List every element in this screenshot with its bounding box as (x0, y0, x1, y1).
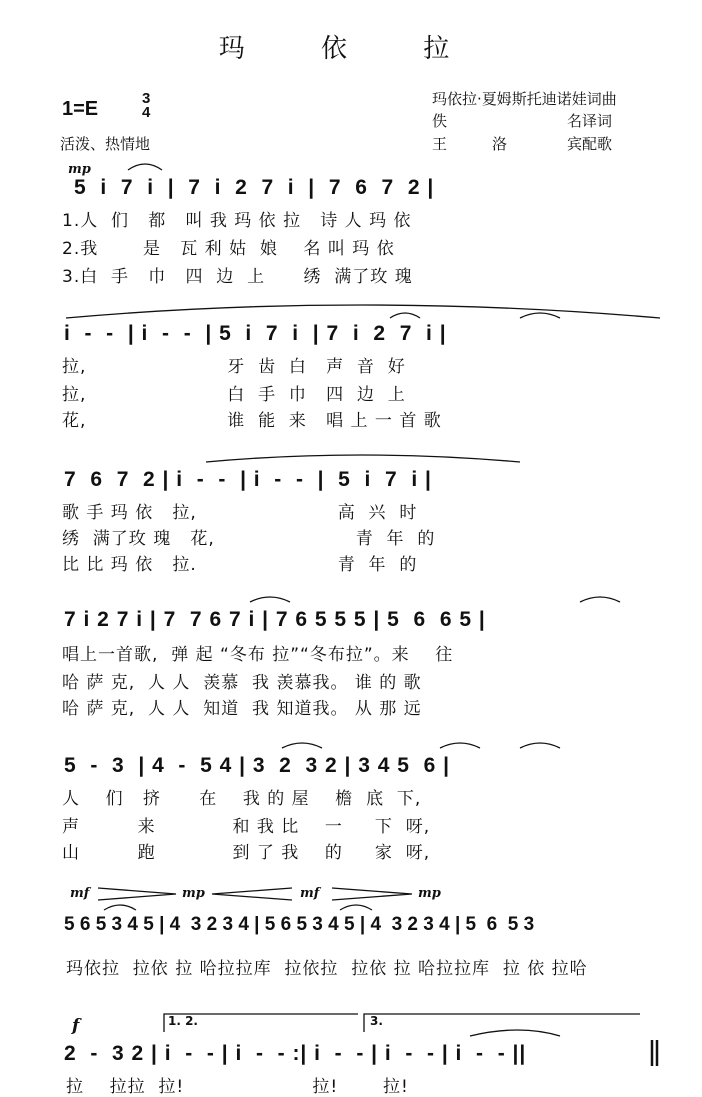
page-title: 玛 依 拉 (218, 34, 484, 64)
credit-line-1: 玛依拉·夏姆斯托迪诺娃词曲 (432, 90, 617, 108)
system-7-lyric-1: 拉 拉拉 拉! 拉! 拉! (66, 1077, 409, 1097)
system-2-lyric-1: 拉, 牙 齿 白 声 音 好 (62, 357, 406, 377)
system-5-lyric-3: 山 跑 到 了 我 的 家 呀, (62, 843, 431, 863)
credit-line-2: 佚 名译词 (432, 112, 613, 130)
system-5-lyric-2: 声 来 和 我 比 一 下 呀, (62, 817, 431, 837)
system-1-lyric-1: 1.人 们 都 叫 我 玛 依 拉 诗 人 玛 依 (62, 211, 412, 231)
system-1-notes: 5 i 7 i | 7 i 2 7 i | 7 6 7 2 | (74, 176, 435, 199)
crescendo-hairpin (212, 888, 292, 900)
system-6-lyric-1: 玛依拉 拉依 拉 哈拉拉库 拉依拉 拉依 拉 哈拉拉库 拉 依 拉哈 (66, 959, 588, 979)
slur (206, 455, 520, 462)
system-3-lyric-2: 绣 满了玫 瑰 花, 青 年 的 (62, 529, 436, 549)
dynamic-mf-2: mf (300, 886, 320, 901)
slur (520, 743, 560, 748)
tempo-marking: 活泼、热情地 (60, 135, 151, 153)
slur (390, 313, 420, 318)
time-bottom: 4 (142, 104, 151, 121)
system-7-notes: 2 - 3 2 | i - - | i - - :| i - - | i - - | i - - || (64, 1042, 527, 1065)
volta-bracket-2 (364, 1014, 640, 1032)
slur (282, 743, 322, 748)
system-2-notes: i - - | i - - | 5 i 7 i | 7 i 2 7 i | (64, 322, 447, 345)
system-3-lyric-3: 比 比 玛 依 拉. 青 年 的 (62, 555, 418, 575)
system-5-notes: 5 - 3 | 4 - 5 4 | 3 2 3 2 | 3 4 5 6 | (64, 754, 451, 777)
time-top: 3 (142, 90, 151, 107)
dynamic-mp-1: mp (68, 162, 91, 177)
system-3-notes: 7 6 7 2 | i - - | i - - | 5 i 7 i | (64, 468, 432, 491)
final-barline (652, 1040, 657, 1066)
credit-line-3: 王 洛 宾配歌 (432, 135, 613, 153)
system-1-lyric-2: 2.我 是 瓦 利 姑 娘 名 叫 玛 依 (62, 239, 395, 259)
system-5-lyric-1: 人 们 挤 在 我 的 屋 檐 底 下, (62, 789, 422, 809)
slur (470, 1030, 560, 1036)
system-4-lyric-2: 哈 萨 克, 人 人 羡慕 我 羡慕我。 谁 的 歌 (62, 673, 422, 693)
volta-2-label: 3. (370, 1014, 383, 1028)
slur (580, 597, 620, 602)
key-label: 1=E (62, 98, 99, 120)
dynamic-mp-2: mp (182, 886, 205, 901)
dynamic-mf-1: mf (70, 886, 90, 901)
system-4-lyric-3: 哈 萨 克, 人 人 知道 我 知道我。 从 那 远 (62, 699, 422, 719)
slur (340, 905, 372, 910)
system-4-notes: 7 i 2 7 i | 7 7 6 7 i | 7 6 5 5 5 | 5 6 6 5 | (64, 608, 486, 631)
system-6-notes: 5 6 5 3 4 5 | 4 3 2 3 4 | 5 6 5 3 4 5 | 4 3 2 3 4 | 5 6 5 3 (64, 914, 535, 935)
crescendo-hairpin (98, 888, 176, 900)
slur (440, 743, 480, 748)
volta-bracket-1 (164, 1014, 358, 1032)
slur (520, 313, 560, 318)
system-4-lyric-1: 唱上一首歌, 弹 起 “冬布 拉”“冬布拉”。来 往 (62, 645, 454, 665)
system-2-lyric-3: 花, 谁 能 来 唱 上 一 首 歌 (62, 411, 442, 431)
slur (66, 305, 660, 318)
system-1-lyric-3: 3.白 手 巾 四 边 上 绣 满了玫 瑰 (62, 267, 413, 287)
system-3-lyric-1: 歌 手 玛 依 拉, 高 兴 时 (62, 503, 418, 523)
system-2-lyric-2: 拉, 白 手 巾 四 边 上 (62, 385, 406, 405)
crescendo-hairpin (332, 888, 412, 900)
dynamic-mp-3: mp (418, 886, 441, 901)
dynamic-f: f (72, 1016, 80, 1036)
volta-1-label: 1. 2. (168, 1014, 198, 1028)
slur (250, 597, 290, 602)
slur (128, 164, 162, 170)
slur (104, 905, 136, 910)
